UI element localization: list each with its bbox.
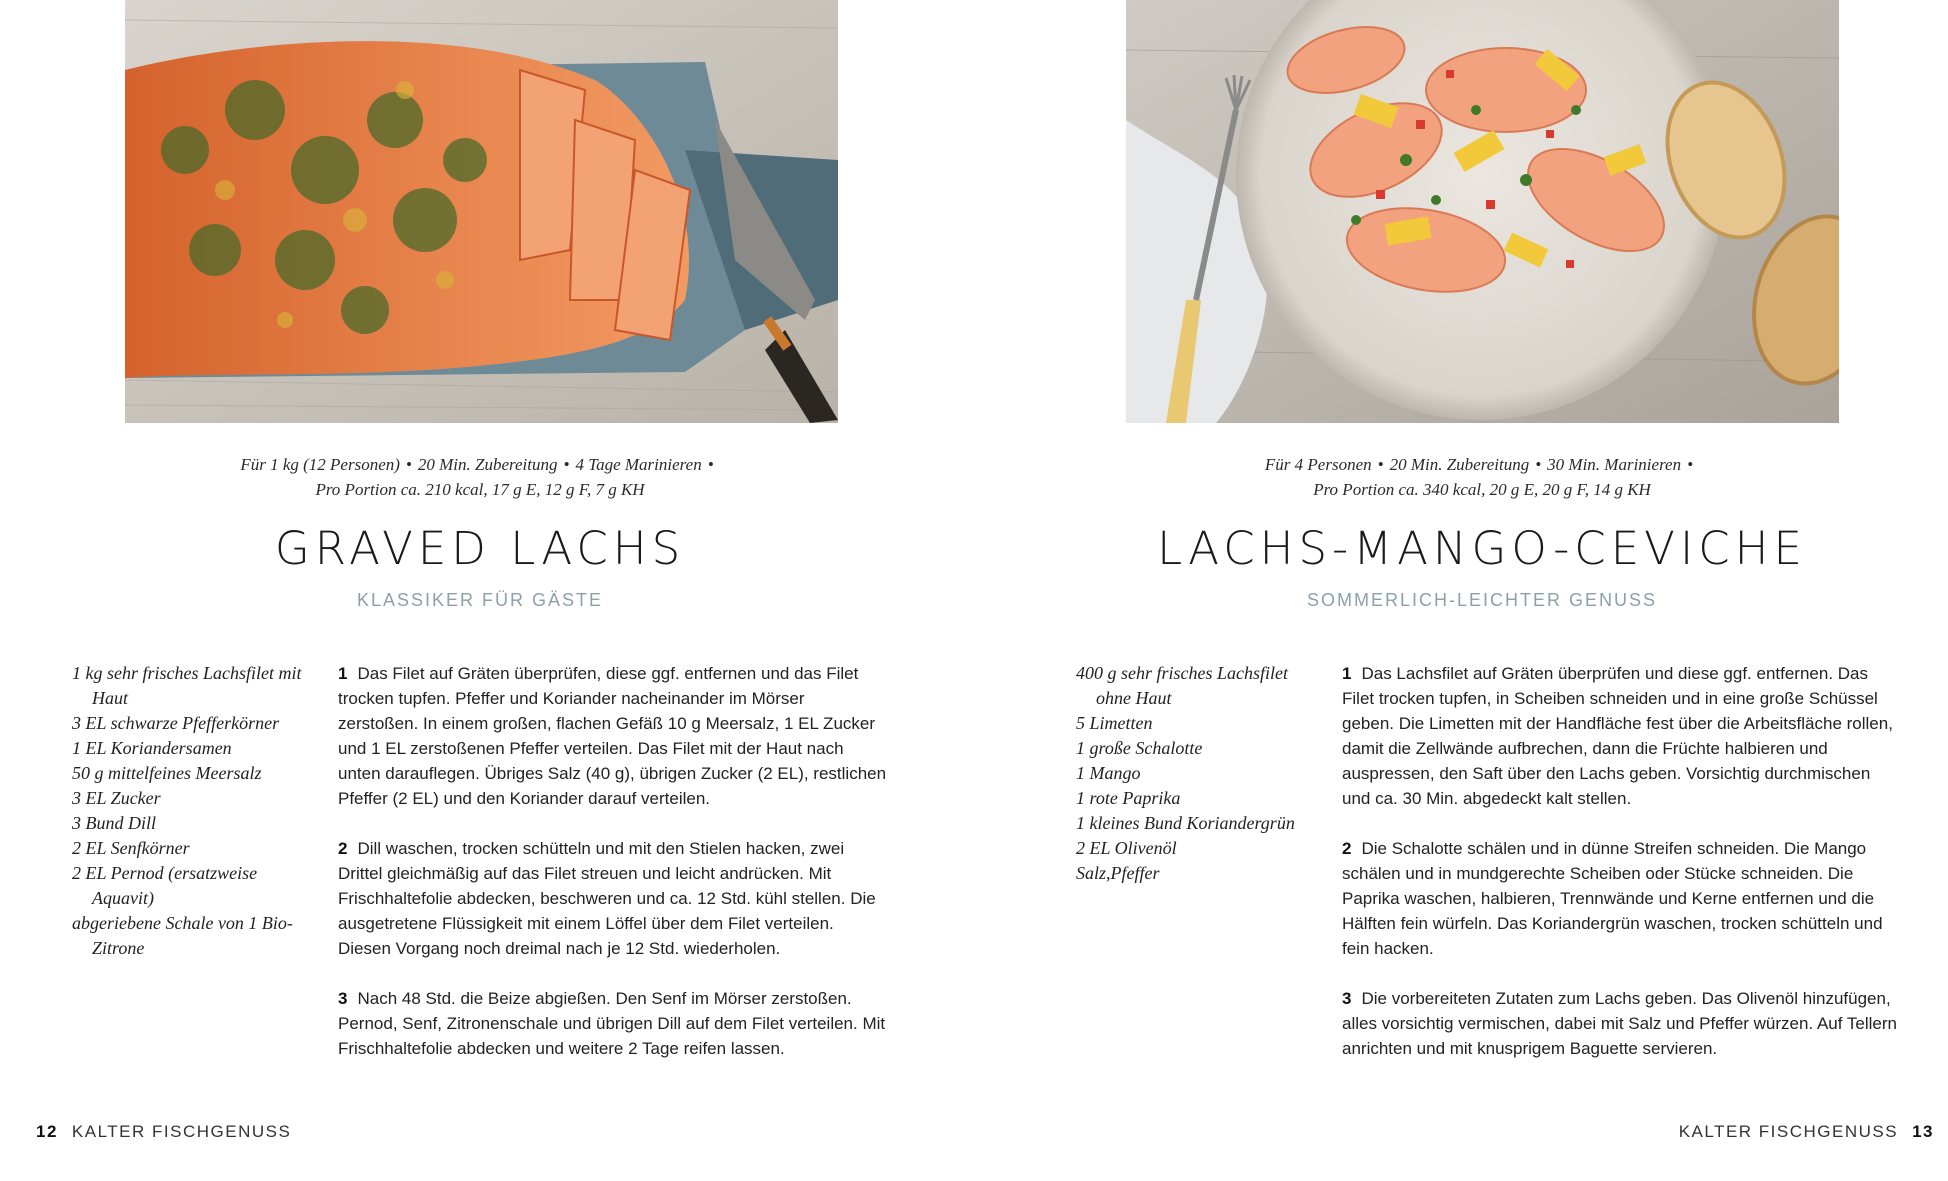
page-number: 12 xyxy=(36,1122,58,1141)
meta-separator: • xyxy=(707,455,714,474)
ingredient-item: 1 kg sehr frisches Lachsfilet mit Haut xyxy=(72,663,302,708)
page-footer xyxy=(36,1121,291,1143)
step-number: 2 xyxy=(1342,839,1352,858)
step xyxy=(1342,661,1897,811)
step xyxy=(338,836,888,961)
step xyxy=(338,986,888,1061)
ingredient-item: Salz,Pfeffer xyxy=(1076,863,1160,883)
step-list xyxy=(338,661,888,1086)
meta-separator: • xyxy=(1377,455,1384,474)
meta-prep-time: 20 Min. Zubereitung xyxy=(417,455,558,474)
step-text: Das Lachsfilet auf Gräten überprüfen und diese ggf. entfernen. Das Filet trocken tupfen, in Scheiben schneiden und in eine große Schüssel geben. Die Limetten mit der Handfläche fest über die Arbeitsfläche rollen, damit die Zellwände aufbrechen, dann die Früchte halbieren und auspressen, den Saft über den Lachs geben. Vorsichtig durchmischen und ca. 30 Min. abgedeckt kalt stellen. xyxy=(1342,664,1893,808)
ingredient-item: 1 rote Paprika xyxy=(1076,788,1181,808)
meta-nutrition: Pro Portion ca. 210 kcal, 17 g E, 12 g F, 7 g KH xyxy=(315,480,645,499)
meta-separator: • xyxy=(1535,455,1542,474)
meta-marinate-time: 30 Min. Marinieren xyxy=(1547,455,1682,474)
step xyxy=(1342,836,1897,961)
ingredient-item: 3 EL schwarze Pfefferkörner xyxy=(72,713,280,733)
ingredient-item: 1 EL Koriandersamen xyxy=(72,738,232,758)
ingredient-item: 50 g mittelfeines Meersalz xyxy=(72,763,262,783)
step-number: 2 xyxy=(338,839,348,858)
meta-prep-time: 20 Min. Zubereitung xyxy=(1389,455,1530,474)
graved-lachs-photo xyxy=(125,0,838,423)
right-page xyxy=(974,0,1948,1181)
ingredient-item: 2 EL Senfkörner xyxy=(72,838,190,858)
step xyxy=(338,661,888,811)
ceviche-illustration xyxy=(1126,0,1839,423)
step-text: Das Filet auf Gräten überprüfen, diese ggf. entfernen und das Filet trocken tupfen. Pfeffer und Koriander nacheinander im Mörser zerstoßen. In einem großen, flachen Gefäß 10 g Meersalz, 1 EL Zucker und 1 EL zerstoßenen Pfeffer verteilen. Das Filet mit der Haut nach unten darauflegen. Übriges Salz (40 g), übrigen Zucker (2 EL), restlichen Pfeffer (2 EL) und den Koriander darauf verteilen. xyxy=(338,664,887,808)
ingredient-item: 3 Bund Dill xyxy=(72,813,156,833)
meta-servings: Für 4 Personen xyxy=(1264,455,1372,474)
ingredient-item: 1 kleines Bund Koriandergrün xyxy=(1076,813,1295,833)
meta-separator: • xyxy=(405,455,412,474)
meta-servings: Für 1 kg (12 Personen) xyxy=(240,455,400,474)
meta-separator: • xyxy=(563,455,570,474)
step xyxy=(1342,986,1897,1061)
meta-separator: • xyxy=(1687,455,1694,474)
ingredient-item: 3 EL Zucker xyxy=(72,788,161,808)
recipe-meta xyxy=(1132,452,1832,502)
ingredient-item: abgeriebene Schale von 1 Bio-Zitrone xyxy=(72,913,293,958)
step-text: Die vorbereiteten Zutaten zum Lachs geben. Das Olivenöl hinzufügen, alles vorsichtig vermischen, dabei mit Salz und Pfeffer würzen. Auf Tellern anrichten und mit knusprigem Baguette servieren. xyxy=(1342,989,1897,1058)
step-number: 3 xyxy=(1342,989,1352,1008)
meta-nutrition: Pro Portion ca. 340 kcal, 20 g E, 20 g F, 14 g KH xyxy=(1313,480,1651,499)
recipe-title: LACHS-MANGO-CEVICHE xyxy=(1157,522,1807,575)
step-text: Nach 48 Std. die Beize abgießen. Den Senf im Mörser zerstoßen. Pernod, Senf, Zitronenschale und übrigen Dill auf dem Filet verteilen. Mit Frischhaltefolie abdecken und weitere 2 Tage reifen lassen. xyxy=(338,989,886,1058)
step-list xyxy=(1342,661,1897,1086)
meta-line-1 xyxy=(130,452,830,477)
section-name: KALTER FISCHGENUSS xyxy=(1678,1122,1899,1141)
ceviche-photo xyxy=(1126,0,1839,423)
page-number: 13 xyxy=(1912,1122,1934,1141)
ingredient-item: 400 g sehr frisches Lachsfilet ohne Haut xyxy=(1076,663,1288,708)
step-text: Dill waschen, trocken schütteln und mit den Stielen hacken, zwei Drittel gleichmäßig auf das Filet streuen und leicht andrücken. Mit Frischhaltefolie abdecken, beschweren und ca. 12 Std. kühl stellen. Die ausgetretene Flüssigkeit mit einem Löffel über dem Filet verteilen. Diesen Vorgang noch dreimal nach je 12 Std. wiederholen. xyxy=(338,839,876,958)
meta-marinate-time: 4 Tage Marinieren xyxy=(575,455,702,474)
graved-lachs-illustration xyxy=(125,0,838,423)
recipe-subtitle: SOMMERLICH-LEICHTER GENUSS xyxy=(1306,590,1658,610)
page-footer xyxy=(1679,1121,1934,1143)
section-name: KALTER FISCHGENUSS xyxy=(71,1122,292,1141)
ingredient-item: 2 EL Olivenöl xyxy=(1076,838,1177,858)
recipe-meta xyxy=(130,452,830,502)
step-number: 1 xyxy=(338,664,348,683)
recipe-subtitle: KLASSIKER FÜR GÄSTE xyxy=(356,590,604,610)
ingredient-list xyxy=(72,661,317,961)
recipe-title: GRAVED LACHS xyxy=(274,522,686,575)
ingredient-item: 1 Mango xyxy=(1076,763,1141,783)
ingredient-list xyxy=(1076,661,1316,886)
ingredient-item: 2 EL Pernod (ersatzweise Aquavit) xyxy=(72,863,258,908)
step-text: Die Schalotte schälen und in dünne Streifen schneiden. Die Mango schälen und in mundgerechte Scheiben oder Stücke schneiden. Die Paprika waschen, halbieren, Trennwände und Kerne entfernen und die Hälften fein würfeln. Das Koriandergrün waschen, trocken schütteln und fein hacken. xyxy=(1342,839,1883,958)
meta-line-1 xyxy=(1132,452,1832,477)
step-number: 1 xyxy=(1342,664,1352,683)
ingredient-item: 1 große Schalotte xyxy=(1076,738,1203,758)
step-number: 3 xyxy=(338,989,348,1008)
ingredient-item: 5 Limetten xyxy=(1076,713,1153,733)
